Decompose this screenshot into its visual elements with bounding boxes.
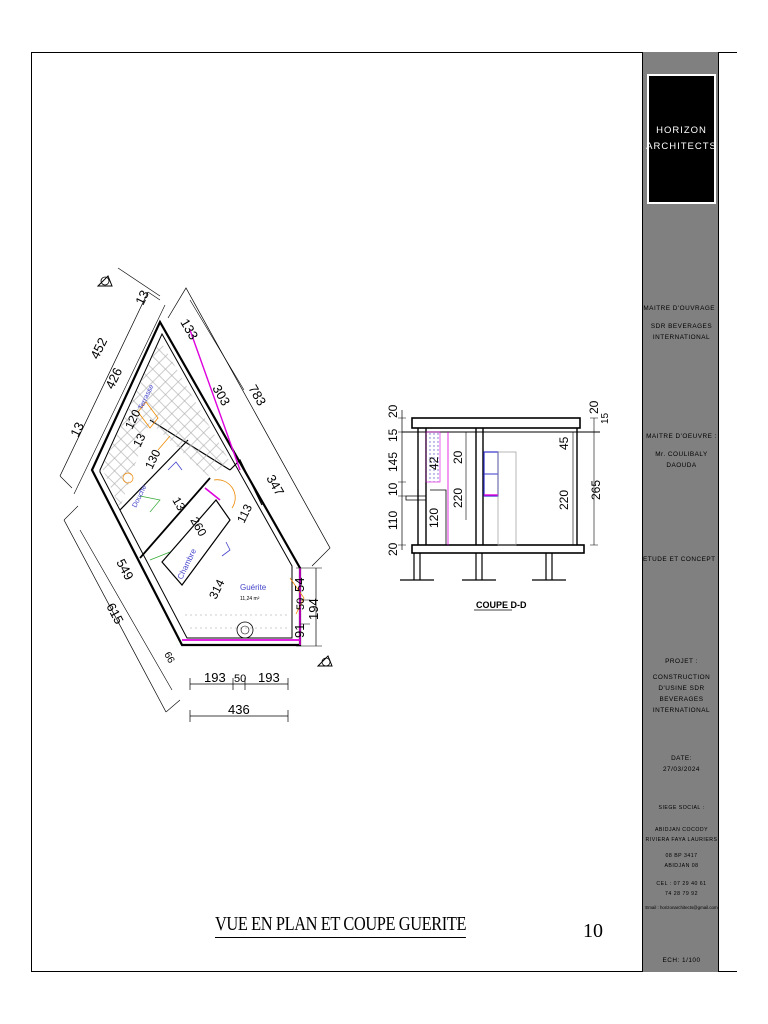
title-block [642, 52, 719, 972]
sec-d120: 120 [427, 507, 441, 528]
dim-50: 50 [234, 673, 247, 685]
sec-d15b: 15 [600, 412, 611, 424]
dim-347: 347 [263, 472, 288, 499]
siege-line-1: ABIDJAN COCODY [654, 827, 709, 833]
logo [647, 74, 716, 204]
dim-615: 615 [103, 600, 127, 627]
dim-91: 91 [292, 623, 307, 638]
room-terrasse-label: Terrasse [137, 383, 156, 411]
siege-line-2: RIVIERA FAYA LAURIERS [645, 837, 718, 843]
sec-d10: 10 [386, 482, 400, 496]
dim-13d: 13 [169, 494, 189, 514]
dim-13c: 13 [130, 431, 149, 450]
section-label: COUPE D-D [476, 600, 527, 610]
sec-d265: 265 [589, 479, 603, 500]
sec-d20d: 20 [587, 400, 601, 414]
email: Email : horizonarchitects@gmail.com [645, 905, 718, 910]
cel-line-2: 74 28 79 92 [665, 891, 698, 897]
dim-783: 783 [245, 382, 270, 409]
dim-314: 314 [206, 577, 228, 602]
dim-193a: 193 [204, 670, 226, 685]
maitre-ouvrage-line-2: INTERNATIONAL [652, 334, 711, 341]
projet-line-3: BEVERAGES [659, 696, 704, 703]
plant-symbol-icon [237, 622, 253, 638]
maitre-oeuvre-label: MAITRE D'OEUVRE : [646, 433, 717, 440]
sec-d20c: 20 [451, 450, 465, 464]
sec-d20b: 20 [386, 542, 400, 556]
logo-line-2: ARCHITECTS [646, 141, 717, 152]
maitre-ouvrage-line-1: SDR BEVERAGES [650, 323, 713, 330]
sec-d220a: 220 [451, 487, 465, 508]
dim-452: 452 [87, 335, 111, 362]
room-guerite-label: Guérite [240, 583, 267, 592]
cel-line-1: CEL : 07 29 40 61 [656, 881, 707, 887]
sec-d220b: 220 [557, 489, 571, 510]
sec-d45: 45 [557, 436, 571, 450]
siege-line-3: 08 BP 3417 [665, 853, 698, 859]
dim-13a: 13 [132, 287, 153, 308]
sec-d110: 110 [386, 510, 400, 530]
dim-260: 260 [187, 514, 210, 539]
drawing-title: VUE EN PLAN ET COUPE GUERITE [215, 913, 466, 938]
projet-line-1: CONSTRUCTION [652, 674, 711, 681]
page-number: 10 [583, 920, 603, 942]
sec-d145: 145 [386, 451, 400, 472]
siege-label: SIEGE SOCIAL : [658, 805, 705, 811]
projet-line-4: INTERNATIONAL [652, 707, 711, 714]
room-douche-label: Douche [131, 484, 149, 509]
echelle: ECH: 1/100 [662, 957, 701, 964]
sec-d15a: 15 [386, 428, 400, 442]
dim-303: 303 [209, 382, 234, 409]
dim-66: 66 [161, 650, 177, 666]
north-arrow-icon [98, 276, 112, 286]
projet-label: PROJET : [665, 658, 698, 665]
room-chambre-label: Chambre [175, 547, 199, 581]
date-label: DATE: [671, 755, 692, 762]
room-guerite-area: 11,24 m² [240, 596, 260, 602]
dim-120: 120 [122, 407, 144, 432]
sec-d42: 42 [427, 456, 441, 470]
maitre-oeuvre-line-1: Mr. COULIBALY [655, 451, 708, 458]
date-value: 27/03/2024 [663, 766, 700, 773]
dim-13b: 13 [67, 419, 88, 440]
maitre-ouvrage-label: MAITRE D'OUVRAGE : [643, 305, 720, 312]
dim-130: 130 [142, 447, 164, 472]
siege-line-4: ABIDJAN 08 [664, 863, 699, 869]
dim-194: 194 [306, 598, 321, 620]
dim-133: 133 [177, 316, 202, 343]
maitre-oeuvre-line-2: DAOUDA [666, 462, 697, 469]
dim-54: 54 [292, 577, 307, 592]
logo-line-1: HORIZON [656, 125, 707, 136]
dim-113: 113 [234, 501, 256, 526]
dim-193b: 193 [258, 670, 280, 685]
dim-426: 426 [102, 365, 126, 392]
sec-d20a: 20 [386, 404, 400, 418]
dim-549: 549 [113, 556, 137, 583]
projet-line-2: D'USINE SDR [658, 685, 705, 692]
dim-436: 436 [228, 702, 250, 717]
etude-label: ETUDE ET CONCEPT : [643, 556, 720, 563]
dim-50v: 50 [295, 597, 307, 610]
